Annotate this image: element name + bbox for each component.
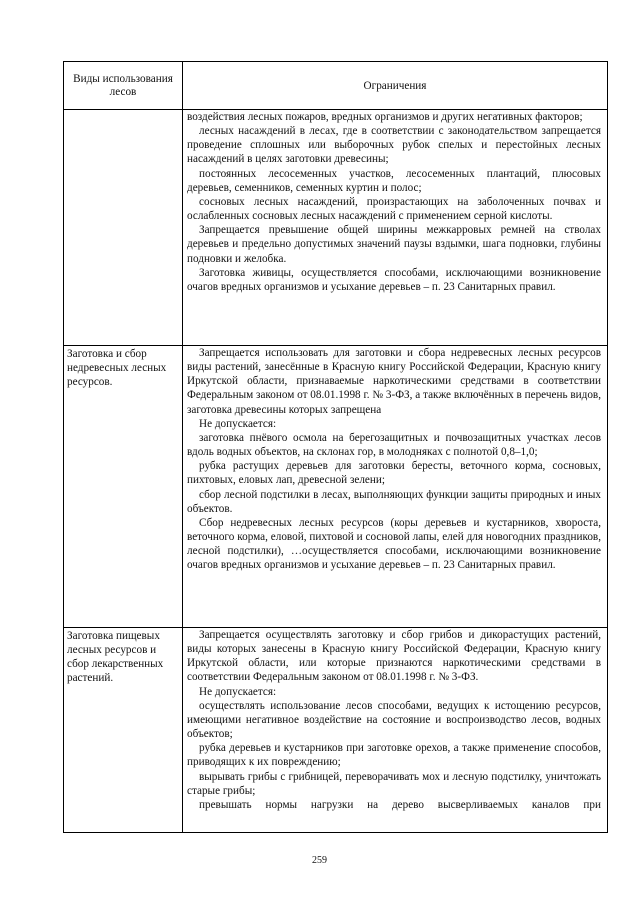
- paragraph: осуществлять использование лесов способами, ведущих к истощению ресурсов, имеющими негативное воздействие на состояние и воспроизводство лесов, водных объектов;: [187, 699, 601, 741]
- paragraph: вырывать грибы с грибницей, переворачивать мох и лесную подстилку, уничтожать старые грибы;: [187, 770, 601, 797]
- header-usage-types: Виды использования лесов: [73, 72, 173, 98]
- paragraph: Запрещается превышение общей ширины межкарровых ремней на стволах деревьев и предельно допустимых значений паузы вздымки, шага подновки, глубины подновки и желобка.: [187, 224, 601, 265]
- paragraph: Запрещается использовать для заготовки и сбора недревесных лесных ресурсов виды растений, занесённые в Красную книгу Российской Федерации, Красную книгу Иркутской области, признаваемые наркотическими средствами в соответствии Федеральным законом от 08.01.1998 г. № 3-ФЗ, а также включённых в перечень видов, заготовка древесины которых запрещена: [187, 347, 601, 416]
- paragraph: Заготовка живицы, осуществляется способами, исключающими возникновение очагов вредных организмов и усыхание деревьев – п. 23 Санитарных правил.: [187, 266, 601, 293]
- paragraph: рубка деревьев и кустарников при заготовке орехов, а также применение способов, приводящих к их повреждению;: [187, 742, 601, 769]
- paragraph: Сбор недревесных лесных ресурсов (коры деревьев и кустарников, хвороста, веточного корма, еловой, пихтовой и сосновой лапы, елей для новогодних праздников, лесной подстилки), …осуществляется способами, исключающими возникновение очагов вредных организмов и усыхание деревьев – п. 23 Санитарных правил.: [187, 516, 601, 572]
- header-restrictions: Ограничения: [363, 79, 427, 92]
- page-number: 259: [312, 855, 327, 866]
- paragraph: Запрещается осуществлять заготовку и сбор грибов и дикорастущих растений, виды которых занесены в Красную книгу Российской Федерации, Красную книгу Иркутской области, или которые признаются наркотическими средствами в соответствии Федеральным законом от 08.01.1998 г. № 3-ФЗ.: [187, 629, 601, 684]
- row-2-usage-type: Заготовка и сбор недревесных лесных ресурсов.: [67, 348, 167, 388]
- paragraph: Не допускается:: [199, 417, 277, 430]
- restrictions-table: [63, 61, 608, 833]
- row-3-usage-type: Заготовка пищевых лесных ресурсов и сбор лекарственных растений.: [67, 630, 164, 684]
- paragraph: сбор лесной подстилки в лесах, выполняющих функции защиты природных и иных объектов.: [187, 488, 601, 515]
- column-divider: [182, 62, 183, 832]
- paragraph: превышать нормы нагрузки на дерево высверливаемых каналов при: [199, 798, 601, 811]
- paragraph: сосновых лесных насаждений, произрастающих на заболоченных почвах и ослабленных сосновых лесных насаждений с применением серной кислоты.: [187, 195, 601, 223]
- paragraph: рубка растущих деревьев для заготовки бересты, веточного корма, сосновых, пихтовых, еловых лап, древесной зелени;: [187, 460, 601, 487]
- paragraph: Не допускается:: [199, 685, 277, 698]
- row-3-restrictions: [187, 628, 601, 812]
- row-1-restrictions: [187, 110, 601, 294]
- paragraph: постоянных лесосеменных участков, лесосеменных плантаций, плюсовых деревьев, семенников, семенных куртин и полос;: [187, 167, 601, 194]
- paragraph: воздействия лесных пожаров, вредных организмов и других негативных факторов;: [187, 111, 583, 123]
- paragraph: заготовка пнёвого осмола на берегозащитных и почвозащитных участках лесов вдоль водных объектов, на склонах гор, в молодняках с полнотой 0,8–1,0;: [187, 431, 601, 459]
- row-2-restrictions: [187, 346, 601, 573]
- paragraph: лесных насаждений в лесах, где в соответствии с законодательством запрещается проведение сплошных или выборочных рубок спелых и перестойных лесных насаждений в целях заготовки древесины;: [187, 125, 601, 166]
